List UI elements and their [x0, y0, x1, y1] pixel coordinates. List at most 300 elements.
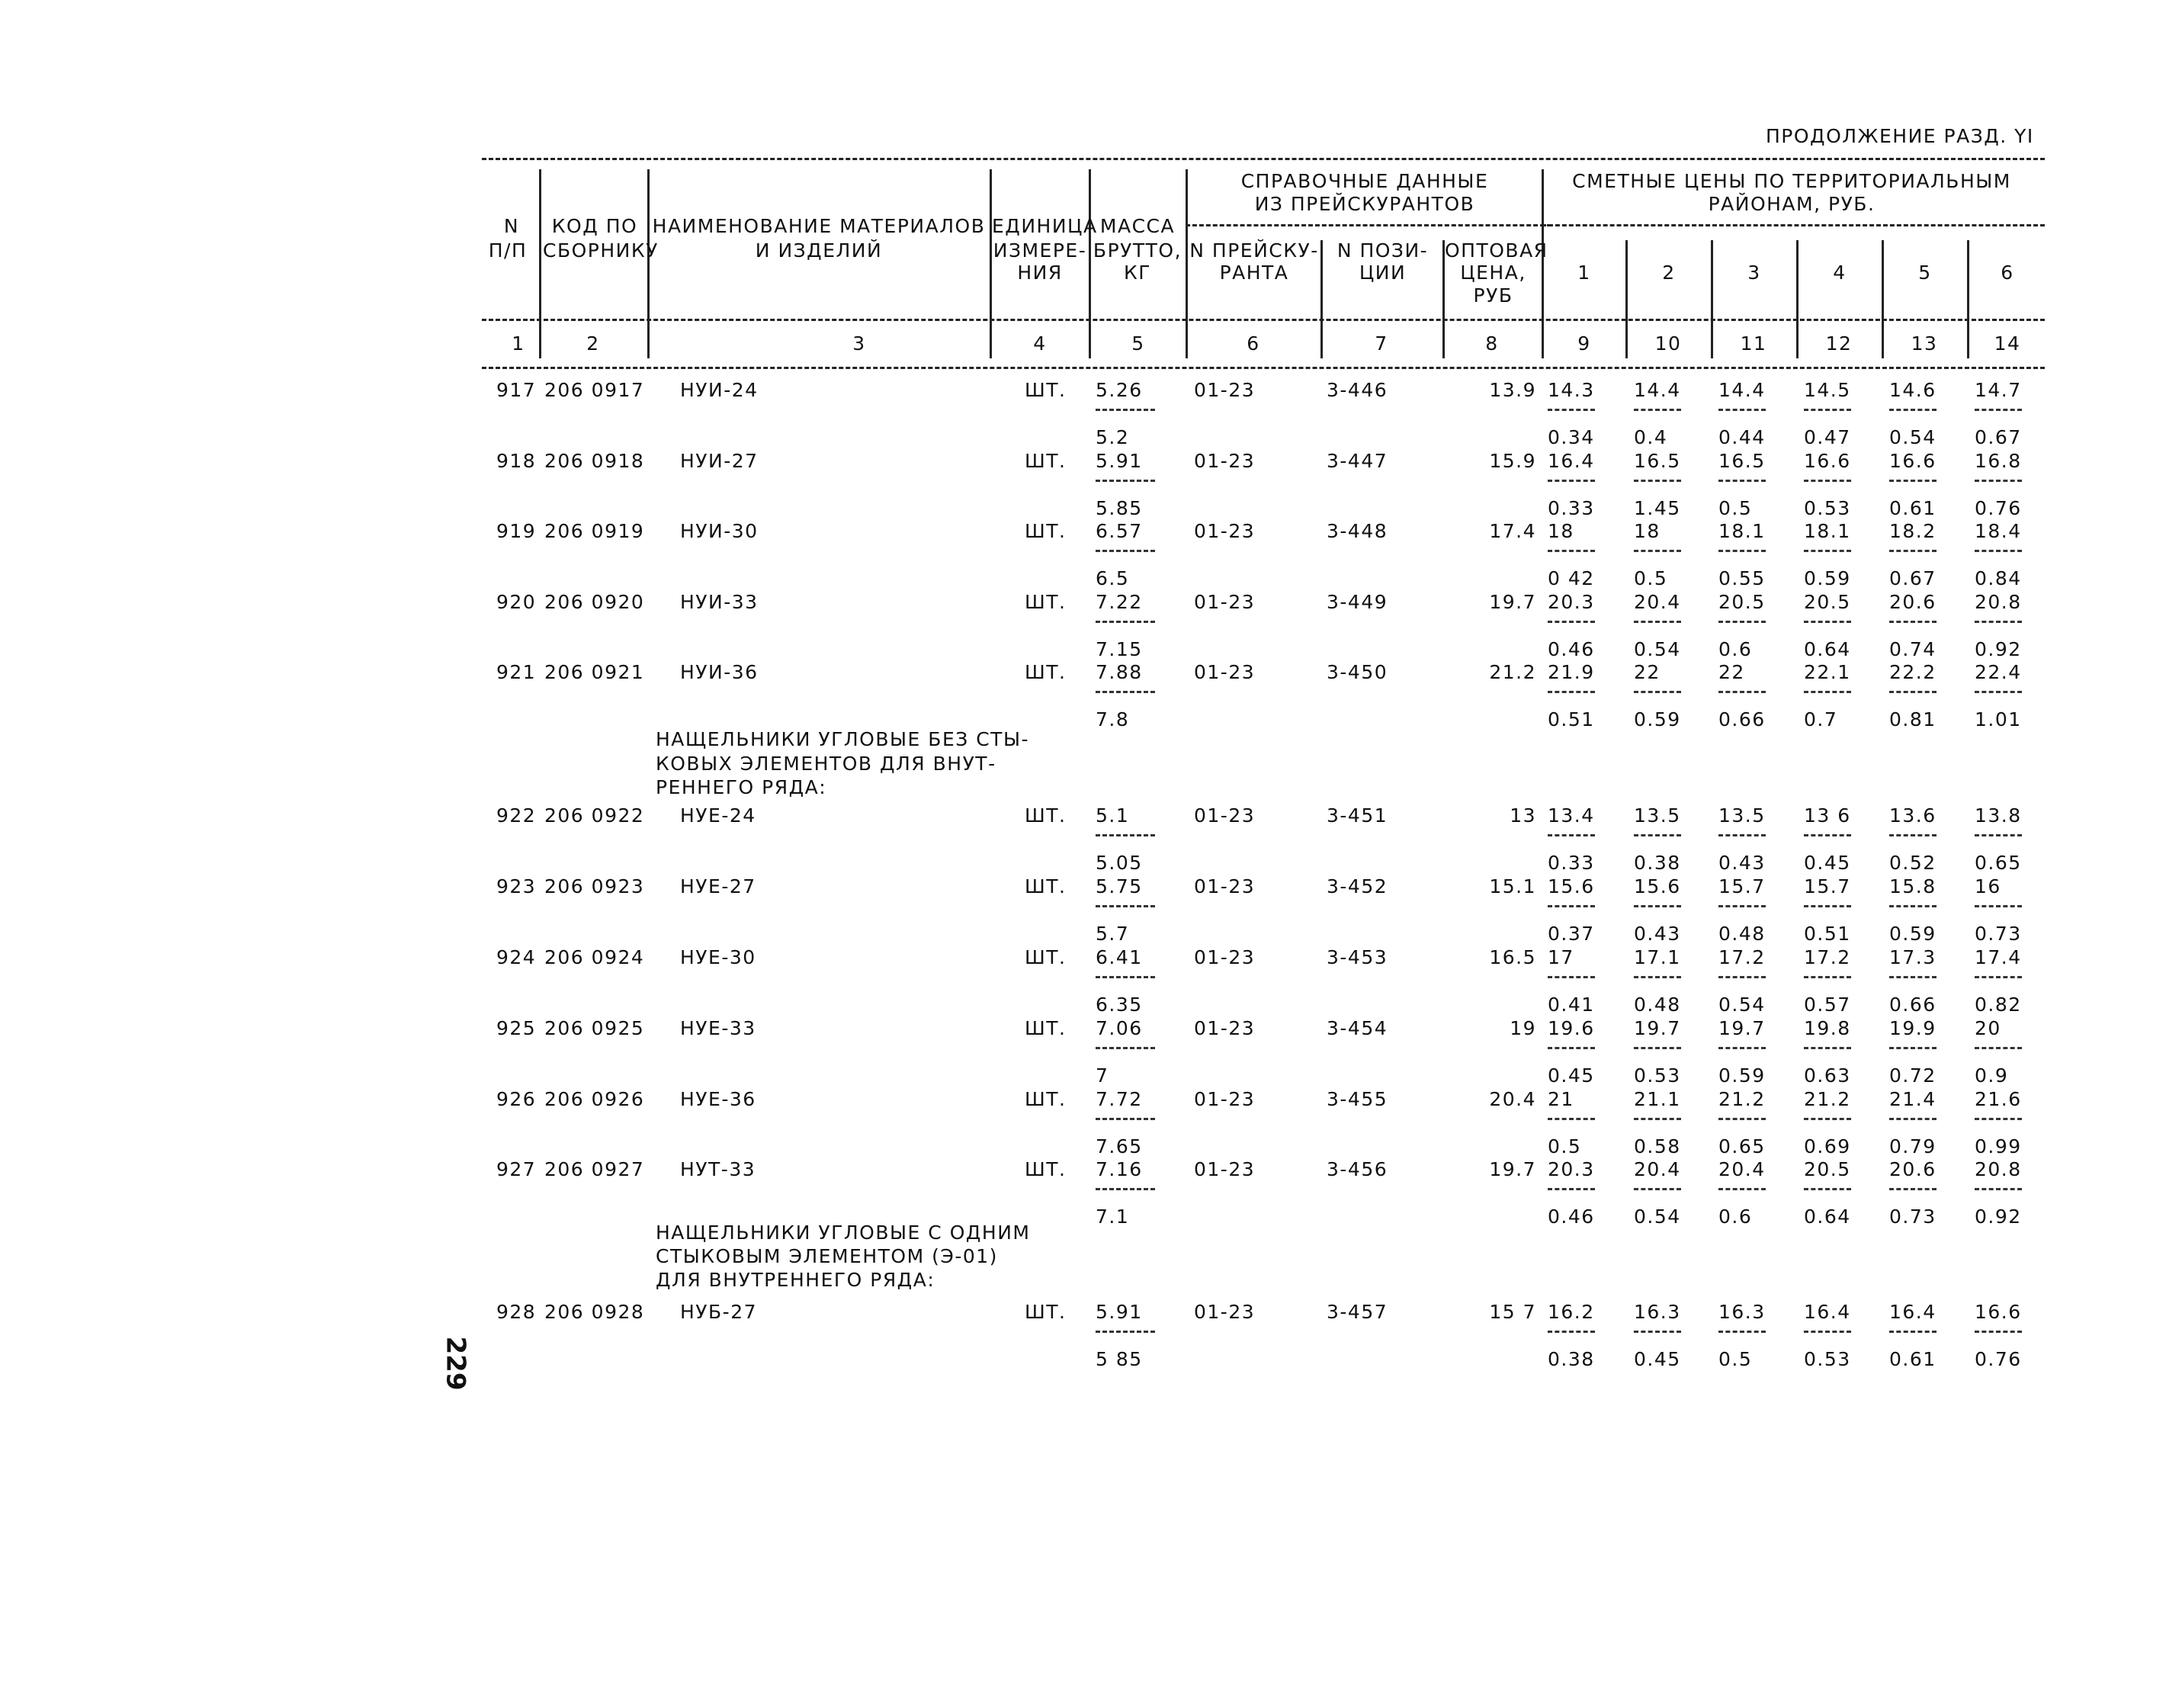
row-position: 3-452 — [1327, 875, 1388, 897]
row-region-transport: 0.6 — [1718, 1206, 1753, 1228]
row-region-transport: 0.64 — [1804, 638, 1851, 660]
row-position: 3-456 — [1327, 1158, 1388, 1180]
row-mass-gross: 5.91 — [1096, 1301, 1143, 1323]
price-fraction-rule — [1804, 550, 1851, 552]
row-region-transport: 1.01 — [1975, 708, 2022, 730]
row-mass-gross: 6.41 — [1096, 946, 1143, 968]
row-region-price: 20.5 — [1804, 1158, 1851, 1180]
row-mass-net: 7 — [1096, 1064, 1109, 1087]
row-name: НУЕ-30 — [680, 946, 756, 968]
price-fraction-rule — [1548, 1188, 1595, 1190]
row-unit: ШТ. — [1025, 661, 1067, 683]
row-number: 923 — [496, 875, 537, 897]
price-fraction-rule — [1718, 834, 1766, 836]
price-fraction-rule — [1634, 691, 1681, 693]
row-region-price: 21.9 — [1548, 661, 1595, 683]
price-fraction-rule — [1975, 550, 2022, 552]
row-price-list: 01-23 — [1194, 450, 1256, 472]
row-region-transport: 0.59 — [1718, 1064, 1766, 1087]
row-region-price: 13 6 — [1804, 804, 1851, 827]
row-unit: ШТ. — [1025, 1301, 1067, 1323]
price-fraction-rule — [1634, 550, 1681, 552]
row-price-list: 01-23 — [1194, 591, 1256, 613]
mass-fraction-rule — [1096, 1047, 1155, 1049]
row-region-transport: 0.48 — [1718, 923, 1766, 945]
price-fraction-rule — [1804, 480, 1851, 482]
row-region-price: 20.3 — [1548, 591, 1595, 613]
row-region-price: 17.1 — [1634, 946, 1681, 968]
row-region-transport: 0.65 — [1718, 1135, 1766, 1157]
row-region-price: 22.2 — [1889, 661, 1937, 683]
price-fraction-rule — [1634, 1047, 1681, 1049]
price-fraction-rule — [1634, 905, 1681, 907]
column-number: 8 — [1485, 332, 1499, 355]
row-region-transport: 0.7 — [1804, 708, 1838, 730]
mass-fraction-rule — [1096, 1118, 1155, 1120]
column-number: 2 — [586, 332, 600, 355]
column-number: 1 — [512, 332, 525, 355]
row-unit: ШТ. — [1025, 379, 1067, 401]
price-fraction-rule — [1634, 976, 1681, 978]
row-region-price: 20.3 — [1548, 1158, 1595, 1180]
region-number: 6 — [2001, 262, 2014, 284]
column-number: 3 — [852, 332, 866, 355]
row-region-transport: 0.5 — [1634, 567, 1668, 589]
row-region-transport: 0.73 — [1889, 1206, 1937, 1228]
row-region-transport: 0.59 — [1634, 708, 1681, 730]
row-region-price: 15.6 — [1634, 875, 1681, 897]
header-mass-2: БРУТТО, — [1093, 239, 1182, 262]
row-region-price: 16.6 — [1975, 1301, 2022, 1323]
group-heading-line: ДЛЯ ВНУТРЕННЕГО РЯДА: — [656, 1269, 935, 1291]
header-price-list-2: РАНТА — [1219, 262, 1289, 284]
row-mass-gross: 7.06 — [1096, 1017, 1143, 1039]
row-region-price: 22.4 — [1975, 661, 2022, 683]
row-region-price: 18 — [1548, 520, 1574, 542]
column-number: 10 — [1654, 332, 1682, 355]
row-region-transport: 0.41 — [1548, 994, 1595, 1016]
header-unit-3: НИЯ — [1017, 262, 1063, 284]
row-region-price: 14.5 — [1804, 379, 1851, 401]
row-region-transport: 0.53 — [1804, 1348, 1851, 1370]
row-position: 3-450 — [1327, 661, 1388, 683]
region-number: 1 — [1577, 262, 1591, 284]
row-name: НУИ-24 — [680, 379, 759, 401]
row-region-transport: 0.57 — [1804, 994, 1851, 1016]
row-region-price: 20.6 — [1889, 591, 1937, 613]
row-position: 3-451 — [1327, 804, 1388, 827]
row-unit: ШТ. — [1025, 520, 1067, 542]
row-region-transport: 0.45 — [1634, 1348, 1681, 1370]
row-region-price: 15.7 — [1804, 875, 1851, 897]
mass-fraction-rule — [1096, 621, 1155, 623]
region-number: 4 — [1833, 262, 1847, 284]
price-fraction-rule — [1975, 409, 2022, 411]
price-fraction-rule — [1548, 1118, 1595, 1120]
row-region-transport: 0.37 — [1548, 923, 1595, 945]
row-code: 206 0924 — [544, 946, 645, 968]
row-region-transport: 0.72 — [1889, 1064, 1937, 1087]
row-wholesale: 21.2 — [1489, 661, 1536, 683]
price-fraction-rule — [1718, 691, 1766, 693]
price-fraction-rule — [1804, 621, 1851, 623]
header-mass-1: МАССА — [1099, 215, 1176, 237]
column-number: 9 — [1577, 332, 1591, 355]
row-number: 917 — [496, 379, 537, 401]
row-region-price: 14.4 — [1634, 379, 1681, 401]
row-region-price: 20.8 — [1975, 1158, 2022, 1180]
row-region-transport: 0.45 — [1804, 852, 1851, 874]
row-code: 206 0925 — [544, 1017, 645, 1039]
row-region-price: 20.4 — [1634, 1158, 1681, 1180]
row-code: 206 0922 — [544, 804, 645, 827]
price-fraction-rule — [1548, 409, 1595, 411]
row-region-price: 18.1 — [1804, 520, 1851, 542]
row-region-transport: 0.79 — [1889, 1135, 1937, 1157]
price-fraction-rule — [1548, 691, 1595, 693]
row-region-transport: 0.84 — [1975, 567, 2022, 589]
header-mass-3: КГ — [1124, 262, 1151, 284]
row-mass-gross: 5.1 — [1096, 804, 1130, 827]
row-unit: ШТ. — [1025, 1017, 1067, 1039]
mass-fraction-rule — [1096, 691, 1155, 693]
row-region-transport: 0.82 — [1975, 994, 2022, 1016]
row-number: 926 — [496, 1088, 537, 1110]
row-region-transport: 0.38 — [1634, 852, 1681, 874]
section-note: ПРОДОЛЖЕНИЕ РАЗД. YI — [1766, 125, 2034, 147]
row-region-transport: 0.92 — [1975, 638, 2022, 660]
row-region-transport: 0.54 — [1634, 1206, 1681, 1228]
row-mass-gross: 7.22 — [1096, 591, 1143, 613]
row-mass-net: 7.1 — [1096, 1206, 1130, 1228]
row-region-price: 19.8 — [1804, 1017, 1851, 1039]
row-region-price: 16.3 — [1634, 1301, 1681, 1323]
header-pp: П/П — [488, 239, 528, 262]
header-n: N — [503, 215, 520, 237]
column-number: 4 — [1033, 332, 1047, 355]
mass-fraction-rule — [1096, 1331, 1155, 1333]
row-mass-gross: 7.88 — [1096, 661, 1143, 683]
row-mass-gross: 6.57 — [1096, 520, 1143, 542]
row-code: 206 0923 — [544, 875, 645, 897]
header-divider — [647, 169, 650, 358]
row-region-transport: 0.46 — [1548, 638, 1595, 660]
row-region-transport: 0.5 — [1548, 1135, 1582, 1157]
row-region-transport: 0.34 — [1548, 426, 1595, 448]
row-region-price: 16.3 — [1718, 1301, 1766, 1323]
row-price-list: 01-23 — [1194, 946, 1256, 968]
row-mass-gross: 5.91 — [1096, 450, 1143, 472]
row-region-price: 21.1 — [1634, 1088, 1681, 1110]
region-number: 3 — [1747, 262, 1761, 284]
row-mass-net: 7.8 — [1096, 708, 1130, 730]
price-fraction-rule — [1804, 1331, 1851, 1333]
row-region-transport: 0.48 — [1634, 994, 1681, 1016]
row-mass-net: 5.7 — [1096, 923, 1130, 945]
group-heading-line: НАЩЕЛЬНИКИ УГЛОВЫЕ С ОДНИМ — [656, 1222, 1031, 1244]
row-region-transport: 0.81 — [1889, 708, 1937, 730]
row-region-price: 13.6 — [1889, 804, 1937, 827]
column-numbers-rule — [482, 367, 2045, 369]
row-name: НУИ-27 — [680, 450, 759, 472]
row-position: 3-446 — [1327, 379, 1388, 401]
price-fraction-rule — [1889, 1118, 1937, 1120]
row-price-list: 01-23 — [1194, 1017, 1256, 1039]
column-number: 13 — [1911, 332, 1938, 355]
row-region-transport: 0.65 — [1975, 852, 2022, 874]
row-region-price: 15.8 — [1889, 875, 1937, 897]
row-region-transport: 0.58 — [1634, 1135, 1681, 1157]
row-number: 924 — [496, 946, 537, 968]
header-position-2: ЦИИ — [1359, 262, 1407, 284]
row-region-price: 17.2 — [1718, 946, 1766, 968]
mass-fraction-rule — [1096, 409, 1155, 411]
mass-fraction-rule — [1096, 480, 1155, 482]
row-mass-gross: 5.26 — [1096, 379, 1143, 401]
row-region-price: 19.7 — [1634, 1017, 1681, 1039]
row-region-transport: 0.46 — [1548, 1206, 1595, 1228]
price-fraction-rule — [1889, 905, 1937, 907]
price-fraction-rule — [1548, 905, 1595, 907]
row-region-transport: 0.69 — [1804, 1135, 1851, 1157]
row-wholesale: 20.4 — [1489, 1088, 1536, 1110]
price-fraction-rule — [1548, 834, 1595, 836]
row-region-transport: 0.4 — [1634, 426, 1668, 448]
row-region-transport: 0.44 — [1718, 426, 1766, 448]
group-heading-line: КОВЫХ ЭЛЕМЕНТОВ ДЛЯ ВНУТ- — [656, 753, 996, 775]
row-region-price: 18.1 — [1718, 520, 1766, 542]
row-region-price: 16.8 — [1975, 450, 2022, 472]
price-fraction-rule — [1634, 834, 1681, 836]
row-wholesale: 16.5 — [1489, 946, 1536, 968]
price-fraction-rule — [1548, 480, 1595, 482]
row-region-transport: 0.33 — [1548, 852, 1595, 874]
price-fraction-rule — [1804, 1118, 1851, 1120]
column-number: 7 — [1375, 332, 1388, 355]
row-region-price: 17 — [1548, 946, 1574, 968]
row-wholesale: 15.9 — [1489, 450, 1536, 472]
row-mass-gross: 7.16 — [1096, 1158, 1143, 1180]
row-number: 927 — [496, 1158, 537, 1180]
row-unit: ШТ. — [1025, 804, 1067, 827]
price-fraction-rule — [1718, 550, 1766, 552]
row-price-list: 01-23 — [1194, 1158, 1256, 1180]
row-name: НУИ-36 — [680, 661, 759, 683]
price-fraction-rule — [1718, 1047, 1766, 1049]
row-region-price: 16 — [1975, 875, 2001, 897]
row-region-price: 20.5 — [1718, 591, 1766, 613]
row-region-transport: 0.66 — [1889, 994, 1937, 1016]
price-fraction-rule — [1634, 1188, 1681, 1190]
header-divider — [539, 169, 541, 358]
price-fraction-rule — [1889, 1331, 1937, 1333]
row-region-transport: 0.92 — [1975, 1206, 2022, 1228]
price-fraction-rule — [1718, 621, 1766, 623]
header-regions-2: РАЙОНАМ, РУБ. — [1708, 193, 1876, 215]
price-fraction-rule — [1889, 976, 1937, 978]
row-wholesale: 15.1 — [1489, 875, 1536, 897]
row-region-price: 17.3 — [1889, 946, 1937, 968]
region-number: 5 — [1918, 262, 1932, 284]
row-region-transport: 0.67 — [1889, 567, 1937, 589]
row-region-price: 18 — [1634, 520, 1661, 542]
row-price-list: 01-23 — [1194, 661, 1256, 683]
header-rule-regions — [1542, 224, 2045, 226]
price-fraction-rule — [1718, 1118, 1766, 1120]
row-region-transport: 0.43 — [1718, 852, 1766, 874]
row-position: 3-455 — [1327, 1088, 1388, 1110]
price-fraction-rule — [1804, 1188, 1851, 1190]
header-rule-ref — [1186, 224, 1551, 226]
row-region-transport: 0.74 — [1889, 638, 1937, 660]
column-number: 11 — [1740, 332, 1767, 355]
header-regions-1: СМЕТНЫЕ ЦЕНЫ ПО ТЕРРИТОРИАЛЬНЫМ — [1572, 170, 2011, 192]
row-mass-net: 7.15 — [1096, 638, 1143, 660]
header-divider — [1882, 240, 1884, 358]
mass-fraction-rule — [1096, 550, 1155, 552]
row-region-price: 16.4 — [1548, 450, 1595, 472]
row-region-transport: 0.38 — [1548, 1348, 1595, 1370]
row-region-transport: 0.76 — [1975, 1348, 2022, 1370]
row-region-price: 13.5 — [1718, 804, 1766, 827]
row-mass-net: 7.65 — [1096, 1135, 1143, 1157]
row-region-transport: 0.9 — [1975, 1064, 2009, 1087]
price-fraction-rule — [1975, 1118, 2022, 1120]
price-fraction-rule — [1889, 1047, 1937, 1049]
row-region-transport: 0.54 — [1718, 994, 1766, 1016]
header-wholesale-3: РУБ — [1473, 284, 1513, 307]
row-mass-net: 6.5 — [1096, 567, 1130, 589]
row-wholesale: 17.4 — [1489, 520, 1536, 542]
row-unit: ШТ. — [1025, 875, 1067, 897]
price-fraction-rule — [1804, 905, 1851, 907]
row-number: 919 — [496, 520, 537, 542]
region-number: 2 — [1662, 262, 1676, 284]
row-region-price: 14.7 — [1975, 379, 2022, 401]
page-number: 229 — [440, 1336, 471, 1391]
row-position: 3-453 — [1327, 946, 1388, 968]
price-fraction-rule — [1718, 905, 1766, 907]
row-region-transport: 0 42 — [1548, 567, 1595, 589]
row-region-price: 19.6 — [1548, 1017, 1595, 1039]
row-region-price: 14.4 — [1718, 379, 1766, 401]
row-region-price: 16.6 — [1889, 450, 1937, 472]
price-fraction-rule — [1548, 1047, 1595, 1049]
price-fraction-rule — [1889, 691, 1937, 693]
row-wholesale: 13 — [1510, 804, 1536, 827]
header-name-2: И ИЗДЕЛИЙ — [755, 239, 883, 262]
price-fraction-rule — [1975, 480, 2022, 482]
row-region-price: 15.7 — [1718, 875, 1766, 897]
row-region-price: 20.6 — [1889, 1158, 1937, 1180]
header-wholesale-2: ЦЕНА, — [1460, 262, 1526, 284]
row-code: 206 0926 — [544, 1088, 645, 1110]
header-unit-2: ИЗМЕРЕ- — [993, 239, 1087, 262]
row-region-price: 13.5 — [1634, 804, 1681, 827]
row-region-transport: 0.53 — [1804, 497, 1851, 519]
row-code: 206 0920 — [544, 591, 645, 613]
row-number: 925 — [496, 1017, 537, 1039]
header-wholesale-1: ОПТОВАЯ — [1445, 239, 1548, 262]
row-region-price: 21.2 — [1718, 1088, 1766, 1110]
header-ref-1: СПРАВОЧНЫЕ ДАННЫЕ — [1240, 170, 1489, 192]
mass-fraction-rule — [1096, 905, 1155, 907]
price-fraction-rule — [1804, 976, 1851, 978]
row-region-transport: 0.59 — [1889, 923, 1937, 945]
header-code-1: КОД ПО — [551, 215, 638, 237]
row-wholesale: 19 — [1510, 1017, 1536, 1039]
row-region-price: 19.7 — [1718, 1017, 1766, 1039]
row-region-transport: 0.63 — [1804, 1064, 1851, 1087]
row-code: 206 0918 — [544, 450, 645, 472]
row-price-list: 01-23 — [1194, 875, 1256, 897]
row-region-price: 20.8 — [1975, 591, 2022, 613]
row-region-transport: 0.66 — [1718, 708, 1766, 730]
header-divider — [1967, 240, 1969, 358]
price-fraction-rule — [1975, 621, 2022, 623]
group-heading-line: НАЩЕЛЬНИКИ УГЛОВЫЕ БЕЗ СТЫ- — [656, 728, 1030, 750]
row-region-price: 16.4 — [1889, 1301, 1937, 1323]
row-region-price: 21.6 — [1975, 1088, 2022, 1110]
price-fraction-rule — [1804, 409, 1851, 411]
row-price-list: 01-23 — [1194, 804, 1256, 827]
row-region-price: 14.6 — [1889, 379, 1937, 401]
row-region-transport: 0.51 — [1548, 708, 1595, 730]
row-region-price: 14.3 — [1548, 379, 1595, 401]
row-code: 206 0921 — [544, 661, 645, 683]
row-price-list: 01-23 — [1194, 1301, 1256, 1323]
price-fraction-rule — [1548, 621, 1595, 623]
row-position: 3-447 — [1327, 450, 1388, 472]
header-ref-2: ИЗ ПРЕЙСКУРАНТОВ — [1254, 193, 1475, 215]
price-fraction-rule — [1718, 480, 1766, 482]
header-code-2: СБОРНИКУ — [543, 239, 659, 262]
row-unit: ШТ. — [1025, 946, 1067, 968]
row-region-transport: 0.52 — [1889, 852, 1937, 874]
row-number: 920 — [496, 591, 537, 613]
row-region-price: 16.5 — [1718, 450, 1766, 472]
row-mass-gross: 7.72 — [1096, 1088, 1143, 1110]
row-region-transport: 0.61 — [1889, 1348, 1937, 1370]
row-region-price: 21.4 — [1889, 1088, 1937, 1110]
row-mass-net: 5.05 — [1096, 852, 1143, 874]
price-fraction-rule — [1548, 550, 1595, 552]
row-region-price: 21.2 — [1804, 1088, 1851, 1110]
row-price-list: 01-23 — [1194, 379, 1256, 401]
row-region-transport: 0.5 — [1718, 497, 1753, 519]
row-mass-gross: 5.75 — [1096, 875, 1143, 897]
header-unit-1: ЕДИНИЦА — [992, 215, 1098, 237]
row-position: 3-457 — [1327, 1301, 1388, 1323]
row-region-transport: 0.45 — [1548, 1064, 1595, 1087]
row-name: НУЕ-24 — [680, 804, 756, 827]
row-region-transport: 0.53 — [1634, 1064, 1681, 1087]
price-fraction-rule — [1889, 409, 1937, 411]
row-name: НУТ-33 — [680, 1158, 756, 1180]
row-name: НУЕ-33 — [680, 1017, 756, 1039]
row-unit: ШТ. — [1025, 1158, 1067, 1180]
mass-fraction-rule — [1096, 1188, 1155, 1190]
row-price-list: 01-23 — [1194, 1088, 1256, 1110]
row-region-price: 13.8 — [1975, 804, 2022, 827]
row-region-transport: 0.54 — [1634, 638, 1681, 660]
table-top-rule — [482, 158, 2045, 160]
row-position: 3-454 — [1327, 1017, 1388, 1039]
row-name: НУЕ-36 — [680, 1088, 756, 1110]
row-name: НУИ-33 — [680, 591, 759, 613]
row-name: НУЕ-27 — [680, 875, 756, 897]
row-unit: ШТ. — [1025, 1088, 1067, 1110]
